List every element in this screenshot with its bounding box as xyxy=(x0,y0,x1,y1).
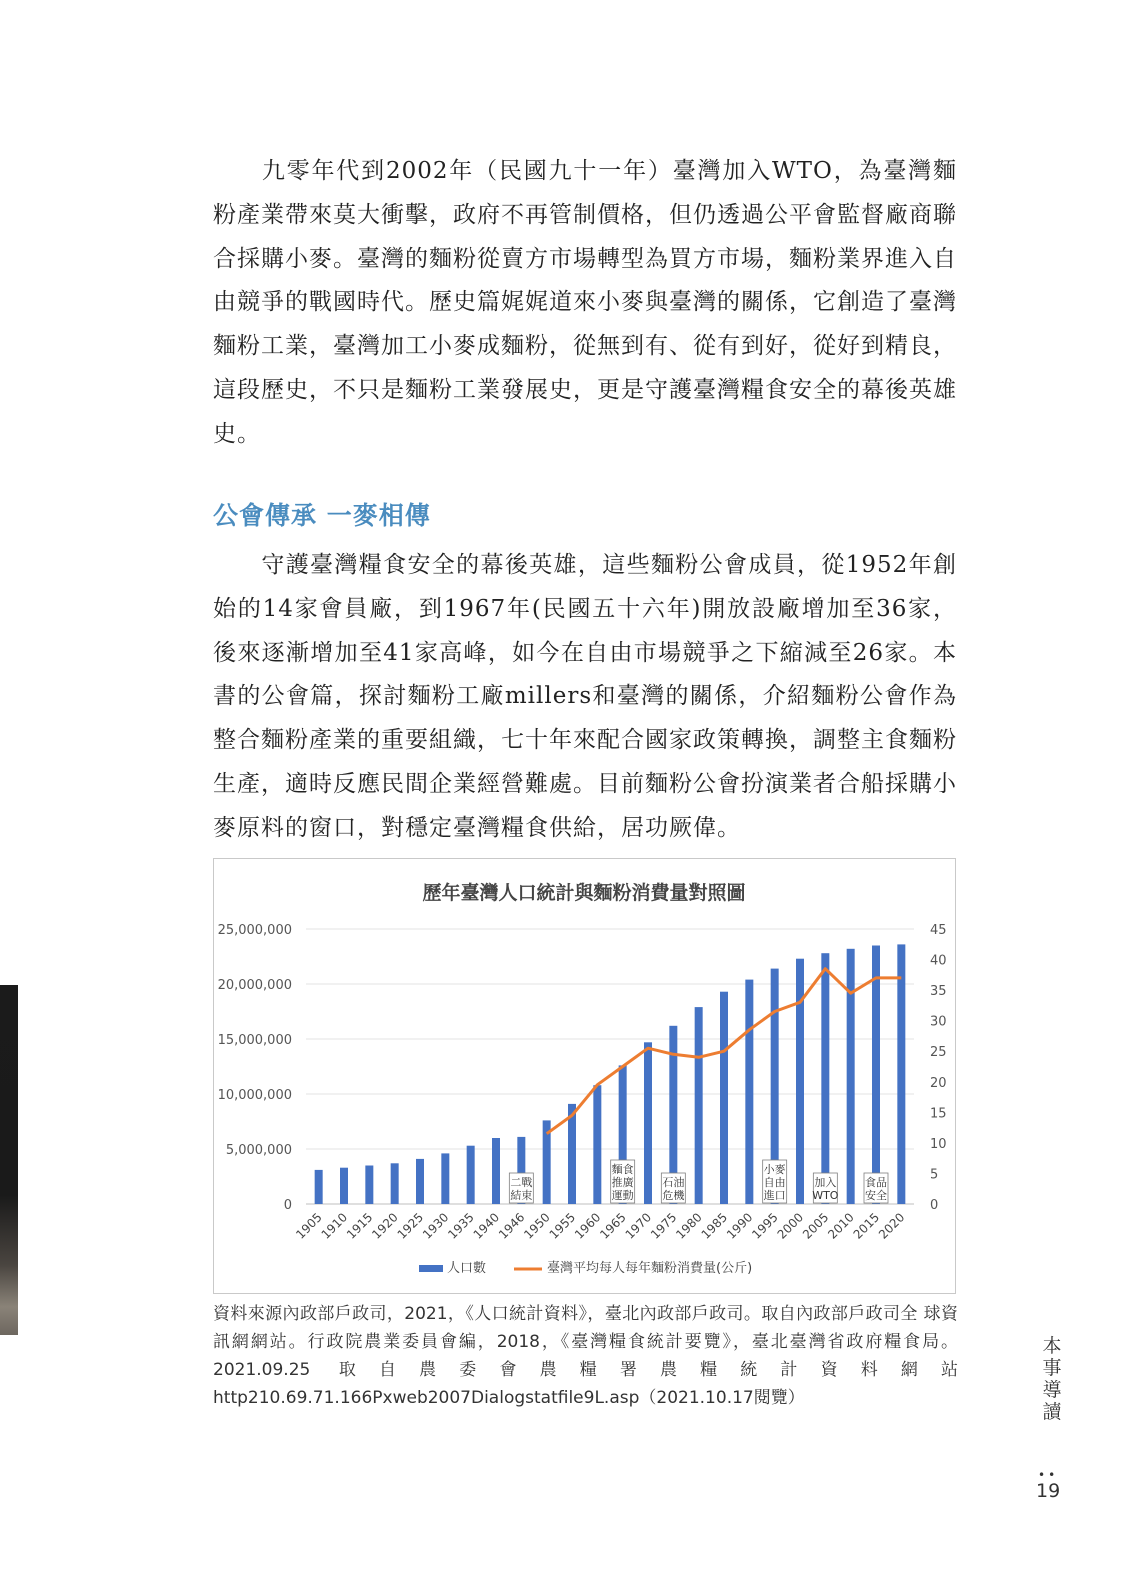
x-tick-label: 1915 xyxy=(343,1210,376,1242)
x-tick-label: 2005 xyxy=(799,1210,832,1242)
y-right-tick-label: 5 xyxy=(930,1167,939,1183)
event-annotation-label: 石油 xyxy=(662,1176,685,1189)
bar-population xyxy=(897,944,905,1204)
chart-title: 歷年臺灣人口統計與麵粉消費量對照圖 xyxy=(422,882,746,904)
legend-label-flour: 臺灣平均每人每年麵粉消費量(公斤) xyxy=(547,1261,753,1276)
x-tick-label: 2000 xyxy=(774,1210,807,1242)
bar-population xyxy=(340,1168,348,1204)
x-tick-label: 1965 xyxy=(597,1210,629,1242)
x-tick-label: 1920 xyxy=(369,1210,401,1242)
page-number: 19 xyxy=(1036,1480,1061,1502)
y-left-tick-label: 25,000,000 xyxy=(217,923,292,938)
x-tick-label: 1990 xyxy=(723,1210,756,1242)
event-annotation-label: 二戰 xyxy=(510,1176,533,1189)
x-tick-label: 2010 xyxy=(825,1210,857,1242)
x-tick-label: 1946 xyxy=(495,1210,528,1242)
section-heading: 公會傳承 一麥相傳 xyxy=(213,501,431,530)
event-annotation-label: 結束 xyxy=(510,1189,533,1202)
x-tick-label: 1975 xyxy=(647,1210,680,1242)
bar-population xyxy=(315,1170,323,1204)
event-annotation-label: 危機 xyxy=(662,1189,685,1202)
legend-swatch-population xyxy=(419,1265,443,1272)
bar-population xyxy=(644,1042,652,1204)
section-side-label: 本事導讀 xyxy=(1042,1335,1062,1423)
paragraph-2: 守護臺灣糧食安全的幕後英雄，這些麵粉公會成員，從1952年創始的14家會員廠，到1967年(民國五十六年)開放設廠增加至36家，後來逐漸增加至41家高峰，如今在自由市場競爭之下縮減至26家。本書的公會篇，探討麵粉工廠millers和臺灣的關係，介紹麵粉公會作為整合麵粉產業的重要組織，七十年來配合國家政策轉換，調整主食麵粉生產，適時反應民間企業經營難處。目前麵粉公會扮演業者合船採購小麥原料的窗口，對穩定臺灣糧食供給，居功厥偉。 xyxy=(213,552,957,841)
bar-population xyxy=(745,980,753,1204)
x-tick-label: 1995 xyxy=(749,1210,781,1242)
y-left-tick-label: 10,000,000 xyxy=(217,1088,292,1103)
y-right-tick-label: 35 xyxy=(930,984,947,1000)
bar-population xyxy=(441,1153,449,1204)
y-right-tick-label: 15 xyxy=(930,1106,947,1122)
bar-population xyxy=(695,1007,703,1204)
y-right-tick-label: 0 xyxy=(930,1198,939,1213)
x-tick-label: 1960 xyxy=(571,1210,604,1242)
x-tick-label: 1930 xyxy=(419,1210,452,1242)
x-tick-label: 1980 xyxy=(673,1210,705,1242)
bar-population xyxy=(796,959,804,1204)
bar-population xyxy=(847,949,855,1204)
bar-population xyxy=(872,946,880,1205)
event-annotation-label: 推廣 xyxy=(611,1176,634,1189)
paragraph-1: 九零年代到2002年（民國九十一年）臺灣加入WTO，為臺灣麵粉產業帶來莫大衝擊，政府不再管制價格，但仍透過公平會監督廠商聯合採購小麥。臺灣的麵粉從賣方市場轉型為買方市場，麵粉業界進入自由競爭的戰國時代。歷史篇娓娓道來小麥與臺灣的關係，它創造了臺灣麵粉工業，臺灣加工小麥成麵粉，從無到有、從有到好，從好到精良，這段歷史，不只是麵粉工業發展史，更是守護臺灣糧食安全的幕後英雄史。 xyxy=(213,158,957,447)
bar-population xyxy=(720,992,728,1204)
x-tick-label: 1935 xyxy=(445,1210,477,1242)
y-right-tick-label: 10 xyxy=(930,1136,947,1152)
y-right-tick-label: 20 xyxy=(930,1075,947,1091)
event-annotation-label: 自由 xyxy=(763,1176,786,1189)
x-tick-label: 1925 xyxy=(394,1210,427,1242)
bar-population xyxy=(416,1159,424,1204)
event-annotation-label: 安全 xyxy=(865,1189,887,1202)
event-annotation-label: 麵食 xyxy=(611,1163,634,1176)
x-tick-label: 2020 xyxy=(875,1210,908,1242)
x-tick-label: 2015 xyxy=(850,1210,883,1242)
y-right-tick-label: 30 xyxy=(930,1014,947,1030)
bar-population xyxy=(391,1163,399,1204)
page-dots: •• xyxy=(1038,1468,1059,1482)
bar-population xyxy=(593,1085,601,1204)
event-annotation-label: 進口 xyxy=(763,1189,786,1202)
x-tick-label: 1955 xyxy=(546,1210,579,1242)
x-tick-label: 1985 xyxy=(698,1210,731,1242)
bar-population xyxy=(821,953,829,1204)
photo-edge-strip xyxy=(0,985,18,1335)
x-tick-label: 1970 xyxy=(622,1210,655,1242)
event-annotation-label: 小麥 xyxy=(763,1163,786,1176)
bar-population xyxy=(467,1146,475,1204)
chart-container xyxy=(213,858,956,1294)
x-tick-label: 1940 xyxy=(470,1210,503,1242)
legend-label-population: 人口數 xyxy=(447,1261,487,1276)
y-right-tick-label: 25 xyxy=(930,1045,947,1061)
event-annotation-label: 食品 xyxy=(865,1176,887,1189)
y-left-tick-label: 15,000,000 xyxy=(217,1033,292,1048)
event-annotation-label: 運動 xyxy=(611,1189,634,1202)
combo-chart xyxy=(214,859,955,1293)
event-annotation-label: WTO xyxy=(812,1189,839,1202)
x-tick-label: 1910 xyxy=(318,1210,351,1242)
y-left-tick-label: 5,000,000 xyxy=(225,1143,292,1158)
bar-population xyxy=(492,1138,500,1204)
source-note: 資料來源內政部戶政司，2021，《人口統計資料》，臺北內政部戶政司。取自內政部戶政司全 球資訊網網站。行政院農業委員會編，2018，《臺灣糧食統計要覽》，臺北臺灣省政府糧食局。2021.09.25 取自農委會農糧署農糧統計資料網站http210.69.71.166Pxweb2007Dialogstatfile9L.asp（2021.10.17閱覽） xyxy=(213,1304,958,1408)
x-tick-label: 1950 xyxy=(521,1210,553,1242)
event-annotation-label: 加入 xyxy=(814,1176,837,1189)
y-left-tick-label: 20,000,000 xyxy=(217,978,292,993)
y-left-tick-label: 0 xyxy=(283,1198,292,1213)
bar-population xyxy=(365,1166,373,1205)
x-tick-label: 1905 xyxy=(293,1210,325,1242)
y-right-tick-label: 40 xyxy=(930,953,947,969)
y-right-tick-label: 45 xyxy=(930,923,947,938)
